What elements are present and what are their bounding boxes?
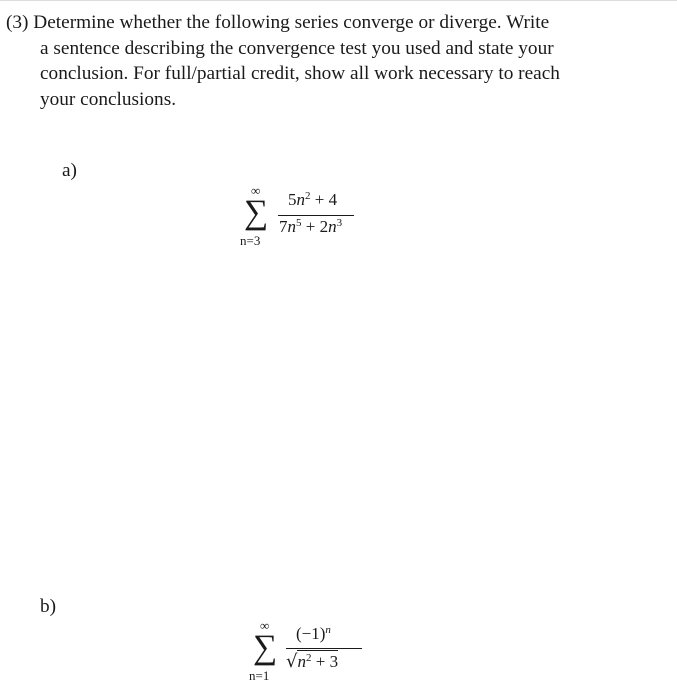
series-a-numerator: $5n^2 + 4$ xyxy=(288,190,338,209)
series-a-fraction-bar xyxy=(278,215,354,216)
problem-line-1: (3) Determine whether the following series converge or diverge. Write xyxy=(6,12,550,33)
series-b-upper-limit: ∞ xyxy=(260,618,270,633)
series-b-denominator: $√n^2 + 3$ xyxy=(286,651,339,672)
series-a-sigma: ∑ xyxy=(244,194,269,231)
part-b-label: b) xyxy=(40,596,57,617)
series-b-sigma: ∑ xyxy=(253,629,278,666)
problem-line-4: your conclusions. xyxy=(40,88,177,110)
part-a-label: a) xyxy=(62,160,77,181)
series-a-lower-limit: n=3 xyxy=(240,233,261,248)
series-a-upper-limit: ∞ xyxy=(251,183,261,198)
problem-statement xyxy=(6,10,646,112)
problem-line-3: conclusion. For full/partial credit, show all work necessary to reach xyxy=(40,63,560,84)
problem-line-2: a sentence describing the convergence test you used and state your xyxy=(40,37,554,59)
series-a-denominator: $7n^5 + 2n^3$ xyxy=(279,217,343,236)
series-b-numerator: $(-1)^n$ xyxy=(296,624,331,643)
series-b-fraction-bar xyxy=(286,648,362,649)
series-b-lower-limit: n=1 xyxy=(249,668,270,683)
top-divider xyxy=(0,0,677,1)
